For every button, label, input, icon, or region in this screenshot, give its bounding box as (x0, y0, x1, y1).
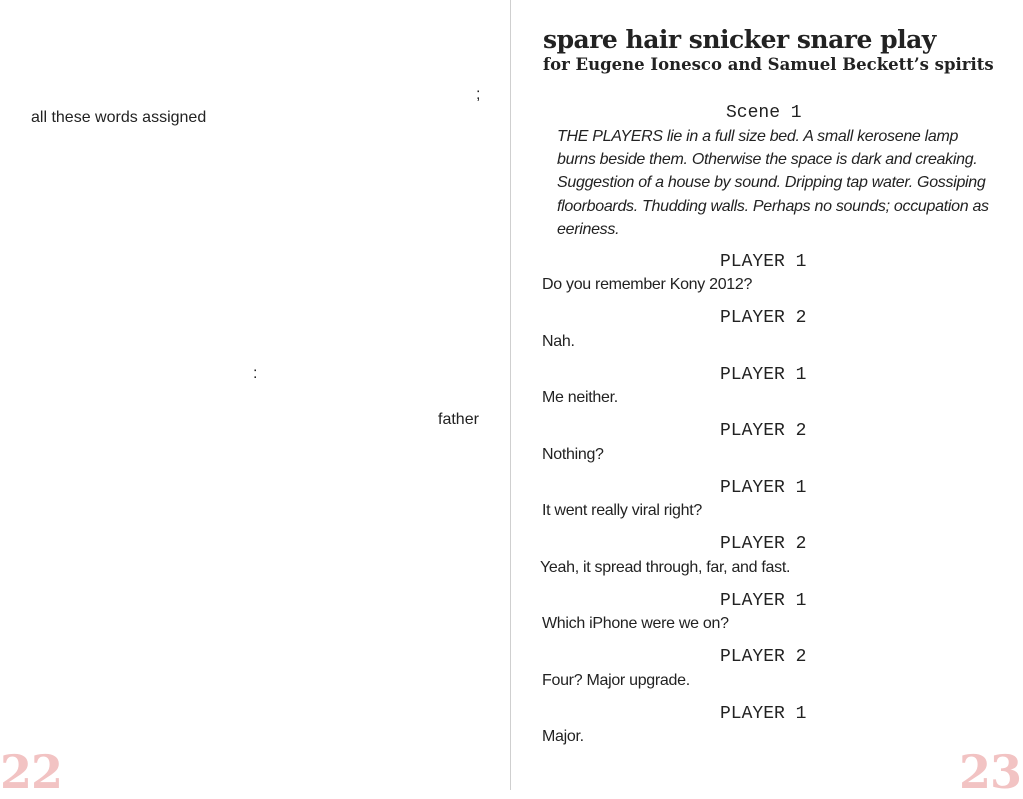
words-assigned-fragment: all these words assigned (31, 109, 207, 126)
dialogue-line: Do you remember Kony 2012? (542, 276, 753, 293)
speaker-name: PLAYER 1 (720, 704, 807, 724)
page-gutter-divider (510, 0, 511, 790)
dialogue-line: Me neither. (542, 389, 618, 406)
speaker-name: PLAYER 1 (720, 252, 807, 272)
right-page (512, 0, 1023, 799)
speaker-name: PLAYER 2 (720, 421, 807, 441)
dialogue-line: Four? Major upgrade. (542, 672, 690, 689)
scene-heading: Scene 1 (726, 103, 802, 123)
page-number-right: 23 (958, 745, 1021, 799)
dialogue-line: It went really viral right? (542, 502, 702, 519)
left-page (0, 0, 511, 799)
semicolon-fragment: ; (476, 86, 481, 103)
speaker-name: PLAYER 1 (720, 365, 807, 385)
speaker-name: PLAYER 2 (720, 308, 807, 328)
speaker-name: PLAYER 2 (720, 534, 807, 554)
play-title: spare hair snicker snare play (543, 25, 936, 54)
dialogue-line: Yeah, it spread through, far, and fast. (540, 559, 791, 576)
speaker-name: PLAYER 1 (720, 478, 807, 498)
dialogue-line: Nah. (542, 333, 575, 350)
speaker-name: PLAYER 1 (720, 591, 807, 611)
play-dedication: for Eugene Ionesco and Samuel Beckett’s spirits (543, 55, 994, 74)
stage-direction: THE PLAYERS lie in a full size bed. A small kerosene lamp burns beside them. Otherwise the space is dark and creaking. Suggestion of a house by sound. Dripping tap water. Gossiping floorboards. Thudding walls. Perhaps no sounds; occupation as eeriness. (557, 128, 989, 238)
father-fragment: father (438, 411, 479, 428)
dialogue-line: Which iPhone were we on? (542, 615, 729, 632)
speaker-name: PLAYER 2 (720, 647, 807, 667)
dialogue-line: Major. (542, 728, 584, 745)
colon-fragment: : (253, 365, 258, 382)
dialogue-line: Nothing? (542, 446, 604, 463)
page-number-left: 22 (0, 745, 63, 799)
